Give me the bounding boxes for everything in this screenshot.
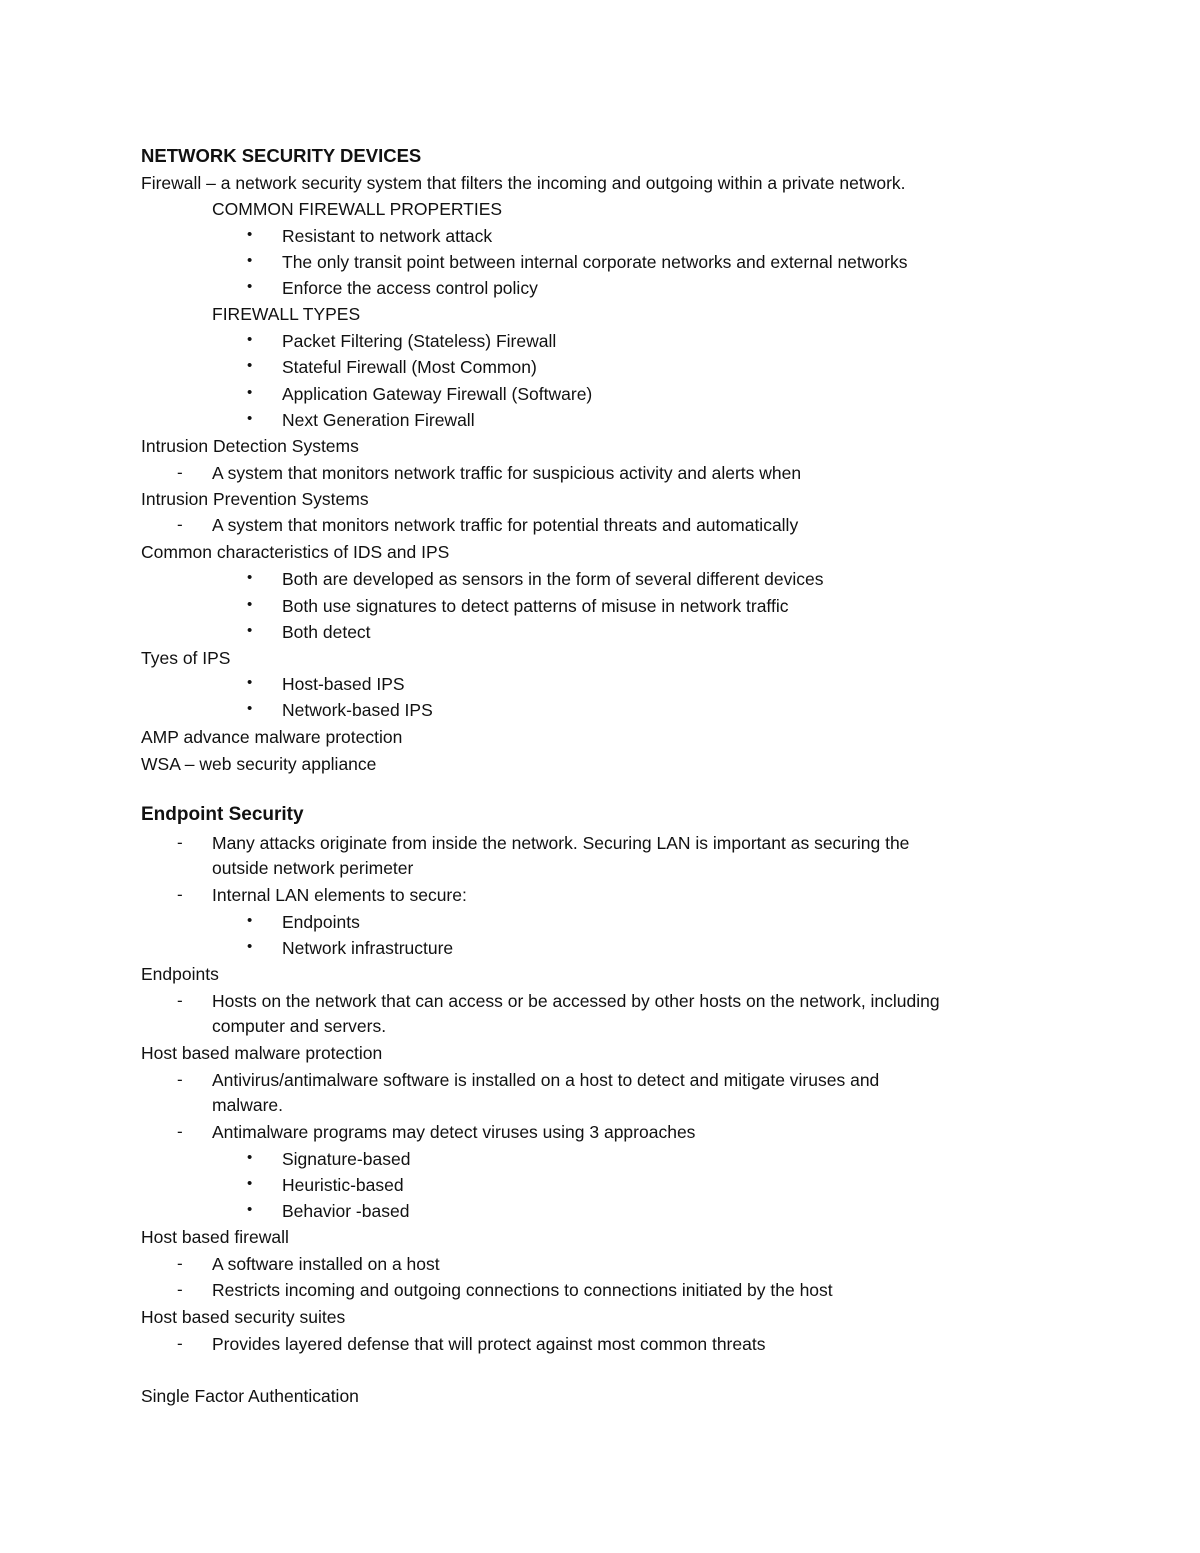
bullet-icon: • [247, 278, 253, 295]
bullet-icon: • [247, 622, 253, 639]
list-item: Both detect [282, 622, 371, 642]
list-item: A system that monitors network traffic for suspicious activity and alerts when [212, 463, 802, 483]
dash-marker: - [177, 1070, 183, 1089]
host-based-malware-protection-heading: Host based malware protection [141, 1043, 383, 1063]
section-title-network-security-devices: NETWORK SECURITY DEVICES [141, 145, 422, 166]
list-item: Application Gateway Firewall (Software) [282, 384, 593, 404]
list-item: Many attacks originate from inside the network. Securing LAN is important as securing the [212, 833, 910, 853]
list-item-continuation: outside network perimeter [212, 858, 414, 878]
list-item: Enforce the access control policy [282, 278, 538, 298]
dash-marker: - [177, 515, 183, 534]
bullet-icon: • [247, 596, 253, 613]
ips-heading: Intrusion Prevention Systems [141, 489, 369, 509]
bullet-icon: • [247, 1149, 253, 1166]
list-item: Both are developed as sensors in the form of several different devices [282, 569, 824, 589]
dash-marker: - [177, 1122, 183, 1141]
list-item: Network-based IPS [282, 700, 433, 720]
bullet-icon: • [247, 674, 253, 691]
dash-marker: - [177, 885, 183, 904]
endpoints-heading: Endpoints [141, 964, 219, 984]
dash-marker: - [177, 1280, 183, 1299]
firewall-properties-heading: COMMON FIREWALL PROPERTIES [212, 199, 503, 219]
list-item: Provides layered defense that will protect against most common threats [212, 1334, 766, 1354]
bullet-icon: • [247, 569, 253, 586]
firewall-types-heading: FIREWALL TYPES [212, 304, 361, 324]
list-item: Heuristic-based [282, 1175, 404, 1195]
bullet-icon: • [247, 938, 253, 955]
dash-marker: - [177, 1334, 183, 1353]
list-item: Internal LAN elements to secure: [212, 885, 467, 905]
list-item: Next Generation Firewall [282, 410, 475, 430]
list-item: Resistant to network attack [282, 226, 493, 246]
dash-marker: - [177, 991, 183, 1010]
list-item: A software installed on a host [212, 1254, 440, 1274]
list-item: Antimalware programs may detect viruses using 3 approaches [212, 1122, 696, 1142]
bullet-icon: • [247, 700, 253, 717]
list-item-continuation: malware. [212, 1095, 283, 1115]
host-based-security-suites-heading: Host based security suites [141, 1307, 346, 1327]
list-item: Network infrastructure [282, 938, 454, 958]
tyes-of-ips-heading: Tyes of IPS [141, 648, 231, 668]
list-item: A system that monitors network traffic for potential threats and automatically [212, 515, 799, 535]
firewall-definition: Firewall – a network security system that filters the incoming and outgoing within a private network. [141, 173, 906, 193]
list-item: Signature-based [282, 1149, 411, 1169]
bullet-icon: • [247, 912, 253, 929]
list-item: Endpoints [282, 912, 360, 932]
list-item: Packet Filtering (Stateless) Firewall [282, 331, 557, 351]
dash-marker: - [177, 1254, 183, 1273]
list-item: Antivirus/antimalware software is installed on a host to detect and mitigate viruses and [212, 1070, 880, 1090]
bullet-icon: • [247, 357, 253, 374]
bullet-icon: • [247, 1201, 253, 1218]
ids-heading: Intrusion Detection Systems [141, 436, 359, 456]
dash-marker: - [177, 833, 183, 852]
list-item: The only transit point between internal corporate networks and external networks [282, 252, 908, 272]
amp-line: AMP advance malware protection [141, 727, 403, 747]
list-item: Restricts incoming and outgoing connections to connections initiated by the host [212, 1280, 833, 1300]
dash-marker: - [177, 463, 183, 482]
bullet-icon: • [247, 226, 253, 243]
bullet-icon: • [247, 1175, 253, 1192]
list-item: Behavior -based [282, 1201, 410, 1221]
common-characteristics-heading: Common characteristics of IDS and IPS [141, 542, 450, 562]
bullet-icon: • [247, 384, 253, 401]
host-based-firewall-heading: Host based firewall [141, 1227, 289, 1247]
list-item: Hosts on the network that can access or be accessed by other hosts on the network, including [212, 991, 940, 1011]
single-factor-authentication-line: Single Factor Authentication [141, 1386, 359, 1406]
bullet-icon: • [247, 252, 253, 269]
bullet-icon: • [247, 331, 253, 348]
list-item: Host-based IPS [282, 674, 405, 694]
bullet-icon: • [247, 410, 253, 427]
wsa-line: WSA – web security appliance [141, 754, 377, 774]
section-title-endpoint-security: Endpoint Security [141, 804, 304, 825]
list-item: Both use signatures to detect patterns of misuse in network traffic [282, 596, 789, 616]
list-item: Stateful Firewall (Most Common) [282, 357, 537, 377]
list-item-continuation: computer and servers. [212, 1016, 387, 1036]
